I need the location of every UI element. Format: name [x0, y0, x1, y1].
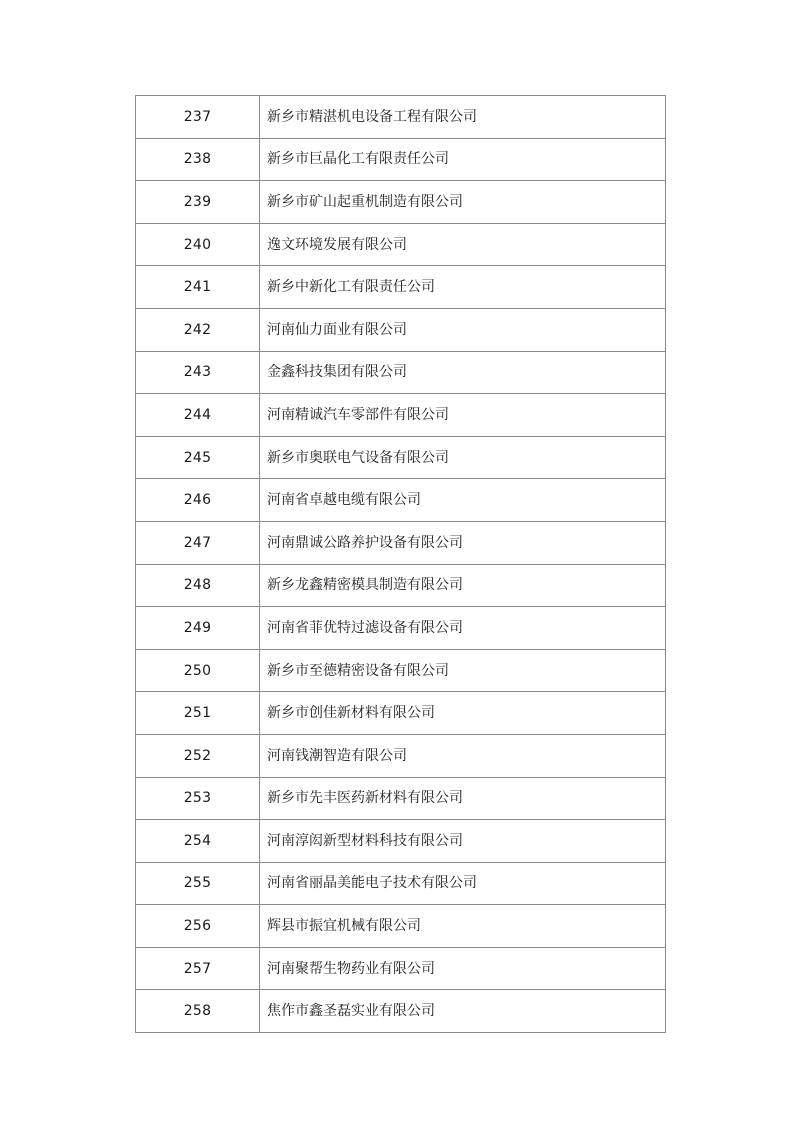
row-number: 258 [136, 990, 260, 1033]
table-row [136, 351, 666, 394]
row-number: 241 [136, 266, 260, 309]
company-name: 河南省菲优特过滤设备有限公司 [260, 607, 666, 650]
table-row [136, 820, 666, 863]
table-row [136, 905, 666, 948]
table-row [136, 308, 666, 351]
row-number: 253 [136, 777, 260, 820]
company-name: 新乡市矿山起重机制造有限公司 [260, 181, 666, 224]
table-row [136, 96, 666, 139]
table-row [136, 777, 666, 820]
company-name: 河南钱潮智造有限公司 [260, 734, 666, 777]
table-row [136, 138, 666, 181]
company-name: 新乡市至德精密设备有限公司 [260, 649, 666, 692]
company-name: 新乡中新化工有限责任公司 [260, 266, 666, 309]
row-number: 249 [136, 607, 260, 650]
row-number: 252 [136, 734, 260, 777]
table-row [136, 181, 666, 224]
table-row [136, 649, 666, 692]
company-name: 河南省丽晶美能电子技术有限公司 [260, 862, 666, 905]
row-number: 242 [136, 308, 260, 351]
row-number: 257 [136, 947, 260, 990]
row-number: 239 [136, 181, 260, 224]
company-name: 新乡市先丰医药新材料有限公司 [260, 777, 666, 820]
company-name: 辉县市振宜机械有限公司 [260, 905, 666, 948]
table-row [136, 947, 666, 990]
table-row [136, 223, 666, 266]
company-name: 河南聚帮生物药业有限公司 [260, 947, 666, 990]
company-name: 河南鼎诚公路养护设备有限公司 [260, 521, 666, 564]
table-row [136, 479, 666, 522]
company-name: 新乡龙鑫精密模具制造有限公司 [260, 564, 666, 607]
table-row [136, 564, 666, 607]
company-name: 河南淳闳新型材料科技有限公司 [260, 820, 666, 863]
row-number: 255 [136, 862, 260, 905]
company-name: 新乡市创佳新材料有限公司 [260, 692, 666, 735]
row-number: 251 [136, 692, 260, 735]
row-number: 250 [136, 649, 260, 692]
table-row [136, 990, 666, 1033]
company-name: 逸文环境发展有限公司 [260, 223, 666, 266]
company-name: 新乡市巨晶化工有限责任公司 [260, 138, 666, 181]
row-number: 247 [136, 521, 260, 564]
row-number: 245 [136, 436, 260, 479]
table-row [136, 394, 666, 437]
table-row [136, 266, 666, 309]
table-row [136, 692, 666, 735]
company-name: 新乡市奥联电气设备有限公司 [260, 436, 666, 479]
company-name: 河南省卓越电缆有限公司 [260, 479, 666, 522]
row-number: 256 [136, 905, 260, 948]
company-name: 金鑫科技集团有限公司 [260, 351, 666, 394]
row-number: 244 [136, 394, 260, 437]
company-name: 河南精诚汽车零部件有限公司 [260, 394, 666, 437]
table-row [136, 607, 666, 650]
table-row [136, 862, 666, 905]
row-number: 246 [136, 479, 260, 522]
company-name: 河南仙力面业有限公司 [260, 308, 666, 351]
row-number: 238 [136, 138, 260, 181]
row-number: 254 [136, 820, 260, 863]
row-number: 243 [136, 351, 260, 394]
row-number: 240 [136, 223, 260, 266]
row-number: 237 [136, 96, 260, 139]
table-row [136, 734, 666, 777]
company-name: 焦作市鑫圣磊实业有限公司 [260, 990, 666, 1033]
company-name: 新乡市精湛机电设备工程有限公司 [260, 96, 666, 139]
company-list-table [135, 95, 666, 1033]
table-row [136, 521, 666, 564]
table-row [136, 436, 666, 479]
row-number: 248 [136, 564, 260, 607]
